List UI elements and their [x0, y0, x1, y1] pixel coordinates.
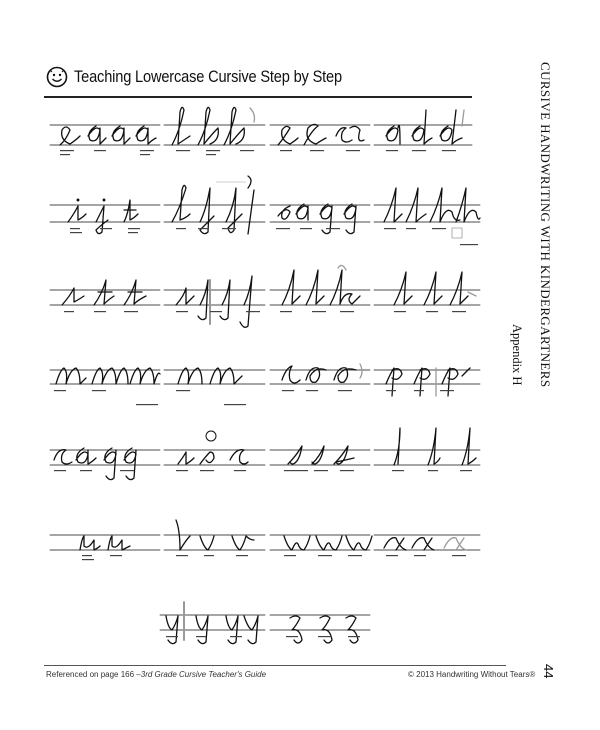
footer-reference [46, 670, 266, 679]
footer-rule [44, 665, 506, 666]
footer-copyright: © 2013 Handwriting Without Tears® [408, 670, 536, 679]
series-title-text: CURSIVE HANDWRITING WITH KINDERGARTNERS [538, 62, 553, 388]
footer-reference-prefix: Referenced on page 166 – [46, 670, 141, 679]
step-row-1 [50, 107, 472, 145]
page-number: 44 [541, 664, 556, 679]
footer-reference-book: 3rd Grade Cursive Teacher's Guide [140, 670, 267, 679]
caption-marks [54, 150, 478, 637]
step-row-7 [160, 602, 370, 644]
appendix-label: Appendix H [510, 324, 524, 386]
step-row-3 [50, 265, 480, 327]
step-row-5 [50, 428, 480, 480]
page-title: Teaching Lowercase Cursive Step by Step [74, 67, 342, 86]
step-row-6 [50, 520, 480, 550]
